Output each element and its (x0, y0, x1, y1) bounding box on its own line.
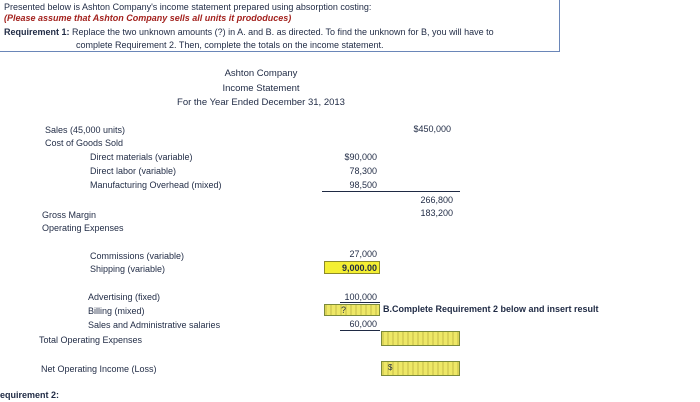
direct-labor-label: Direct labor (variable) (90, 166, 177, 176)
direct-materials-label: Direct materials (variable) (90, 152, 193, 162)
intro-line-1: Presented below is Ashton Company's income statement prepared using absorption costing: (4, 2, 372, 12)
advertising-underline (340, 302, 380, 303)
shipping-value: 9,000.00 (341, 263, 377, 273)
sa-salaries-label: Sales and Administrative salaries (88, 320, 221, 330)
direct-labor-value: 78,300 (349, 166, 377, 176)
shipping-label: Shipping (variable) (90, 264, 166, 274)
cogs-underline (322, 191, 380, 192)
requirement-2-label: equirement 2: (0, 390, 60, 400)
direct-materials-value: $90,000 (344, 152, 377, 162)
manufacturing-overhead-value: 98,500 (349, 180, 377, 190)
billing-label: Billing (mixed) (88, 306, 145, 316)
cogs-total-value: 266,800 (420, 195, 453, 205)
sales-label: Sales (45,000 units) (45, 125, 126, 135)
gross-margin-label: Gross Margin (42, 210, 97, 220)
total-operating-expenses-label: Total Operating Expenses (39, 335, 143, 345)
billing-input[interactable] (324, 304, 380, 316)
advertising-label: Advertising (fixed) (88, 292, 161, 302)
operating-expenses-label: Operating Expenses (42, 223, 124, 233)
intro-note: (Please assume that Ashton Company sells all units it prododuces) (4, 13, 292, 23)
statement-title: Income Statement (222, 83, 300, 94)
sa-salaries-underline (340, 330, 380, 331)
requirement-1-text (4, 27, 494, 37)
sa-salaries-value: 60,000 (349, 319, 377, 329)
billing-value: ? (341, 305, 347, 315)
net-operating-income-label: Net Operating Income (Loss) (41, 364, 157, 374)
requirement-1-body: Replace the two unknown amounts (?) in A. and B. as directed. To find the unknown for B, you will have to (69, 27, 494, 37)
cogs-total-rule (380, 191, 460, 192)
requirement-1-label: Requirement 1: (4, 27, 70, 37)
sales-value: $450,000 (413, 124, 451, 134)
total-operating-expenses-input[interactable] (381, 331, 460, 346)
manufacturing-overhead-label: Manufacturing Overhead (mixed) (90, 180, 222, 190)
commissions-label: Commissions (variable) (90, 251, 185, 261)
requirement-b-note: B.Complete Requirement 2 below and insert result (383, 304, 599, 314)
intro-line-4: complete Requirement 2. Then, complete the totals on the income statement. (76, 40, 384, 50)
dollar-sign: $ (388, 363, 393, 372)
cogs-label: Cost of Goods Sold (45, 138, 124, 148)
net-operating-income-input[interactable] (381, 361, 460, 376)
advertising-value: 100,000 (344, 292, 377, 302)
statement-period: For the Year Ended December 31, 2013 (177, 97, 345, 108)
company-name: Ashton Company (224, 68, 298, 79)
commissions-value: 27,000 (349, 249, 377, 259)
gross-margin-value: 183,200 (420, 208, 453, 218)
